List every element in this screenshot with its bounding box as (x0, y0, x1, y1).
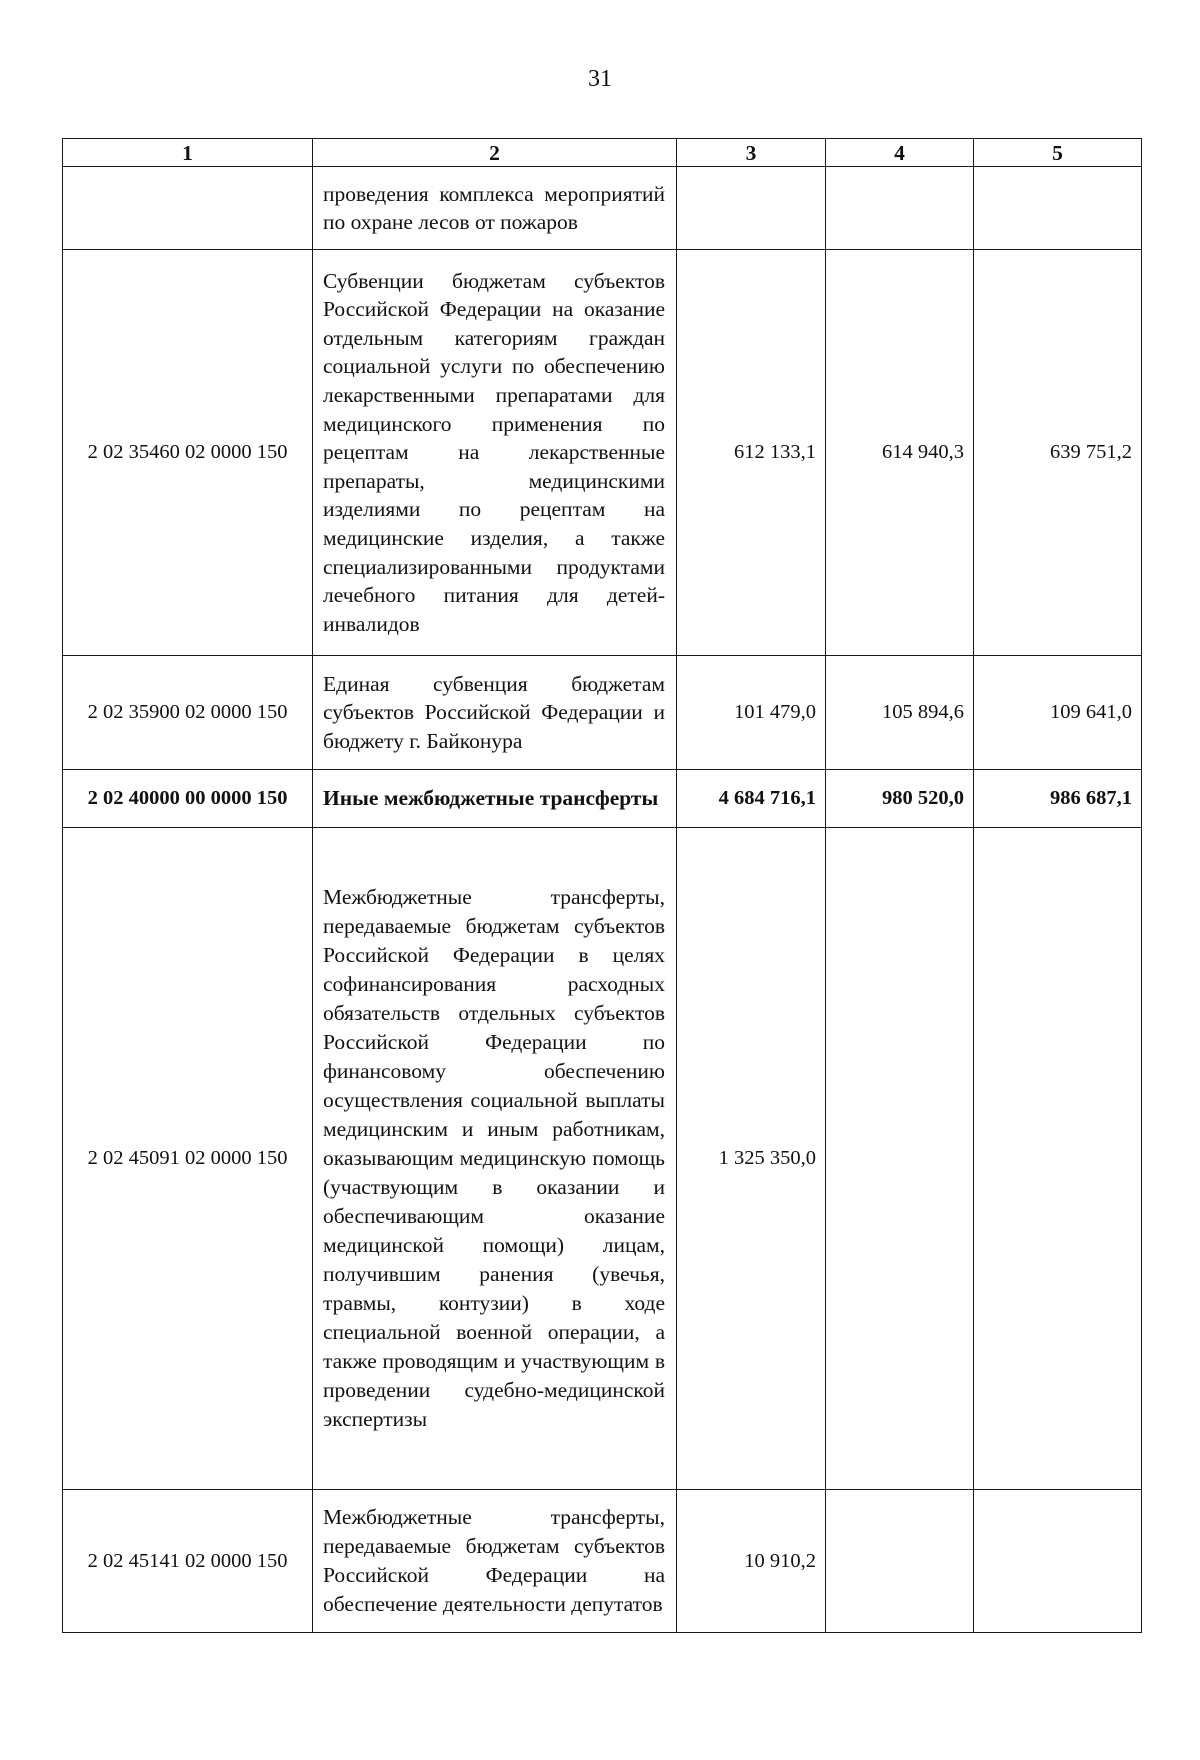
cell-year-2: 614 940,3 (826, 250, 974, 656)
table-row (63, 167, 1142, 250)
cell-name: Межбюджетные трансферты, передаваемые бюджетам субъектов Российской Федерации в целях софинансирования расходных обязательств отдельных субъектов Российской Федерации по финансовому обеспечению осуществления социальной выплаты медицинским и иным работникам, оказывающим медицинскую помощь (участвующим в оказании и обеспечивающим оказание медицинской помощи) лицам, получившим ранения (увечья, травмы, контузии) в ходе специальной военной операции, а также проводящим и участвующим в проведении судебно-медицинской экспертизы (313, 828, 677, 1490)
cell-code (63, 167, 313, 250)
cell-year-1: 101 479,0 (677, 656, 826, 770)
cell-name: проведения комплекса мероприятий по охране лесов от пожаров (313, 167, 677, 250)
header-col-2: 2 (313, 139, 677, 167)
cell-name: Иные межбюджетные трансферты (313, 770, 677, 828)
cell-year-3 (974, 1490, 1142, 1633)
table-row (63, 828, 1142, 1490)
table-body (63, 167, 1142, 1633)
cell-name: Межбюджетные трансферты, передаваемые бюджетам субъектов Российской Федерации на обеспечение деятельности депутатов (313, 1490, 677, 1633)
cell-year-1: 10 910,2 (677, 1490, 826, 1633)
budget-table (62, 138, 1142, 1633)
header-col-4: 4 (826, 139, 974, 167)
table-row (63, 656, 1142, 770)
cell-name: Субвенции бюджетам субъектов Российской Федерации на оказание отдельным категориям граждан социальной услуги по обеспечению лекарственными препаратами для медицинского применения по рецептам на лекарственные препараты, медицинскими изделиями по рецептам на медицинские изделия, а также специализированными продуктами лечебного питания для детей-инвалидов (313, 250, 677, 656)
cell-code: 2 02 40000 00 0000 150 (63, 770, 313, 828)
page-number: 31 (588, 66, 612, 92)
cell-year-1: 1 325 350,0 (677, 828, 826, 1490)
header-col-5: 5 (974, 139, 1142, 167)
cell-year-3: 986 687,1 (974, 770, 1142, 828)
cell-year-1: 4 684 716,1 (677, 770, 826, 828)
cell-year-3 (974, 167, 1142, 250)
header-col-1: 1 (63, 139, 313, 167)
cell-code: 2 02 35460 02 0000 150 (63, 250, 313, 656)
cell-year-3: 639 751,2 (974, 250, 1142, 656)
header-row (63, 139, 1142, 167)
header-col-3: 3 (677, 139, 826, 167)
cell-year-3 (974, 828, 1142, 1490)
cell-code: 2 02 35900 02 0000 150 (63, 656, 313, 770)
cell-code: 2 02 45141 02 0000 150 (63, 1490, 313, 1633)
cell-name: Единая субвенция бюджетам субъектов Российской Федерации и бюджету г. Байконура (313, 656, 677, 770)
table-row (63, 250, 1142, 656)
table-row (63, 1490, 1142, 1633)
cell-year-2: 980 520,0 (826, 770, 974, 828)
table-header (63, 139, 1142, 167)
cell-year-1: 612 133,1 (677, 250, 826, 656)
cell-year-2 (826, 828, 974, 1490)
cell-year-1 (677, 167, 826, 250)
table-row-total (63, 770, 1142, 828)
cell-year-2 (826, 167, 974, 250)
cell-year-3: 109 641,0 (974, 656, 1142, 770)
cell-code: 2 02 45091 02 0000 150 (63, 828, 313, 1490)
cell-year-2 (826, 1490, 974, 1633)
cell-year-2: 105 894,6 (826, 656, 974, 770)
